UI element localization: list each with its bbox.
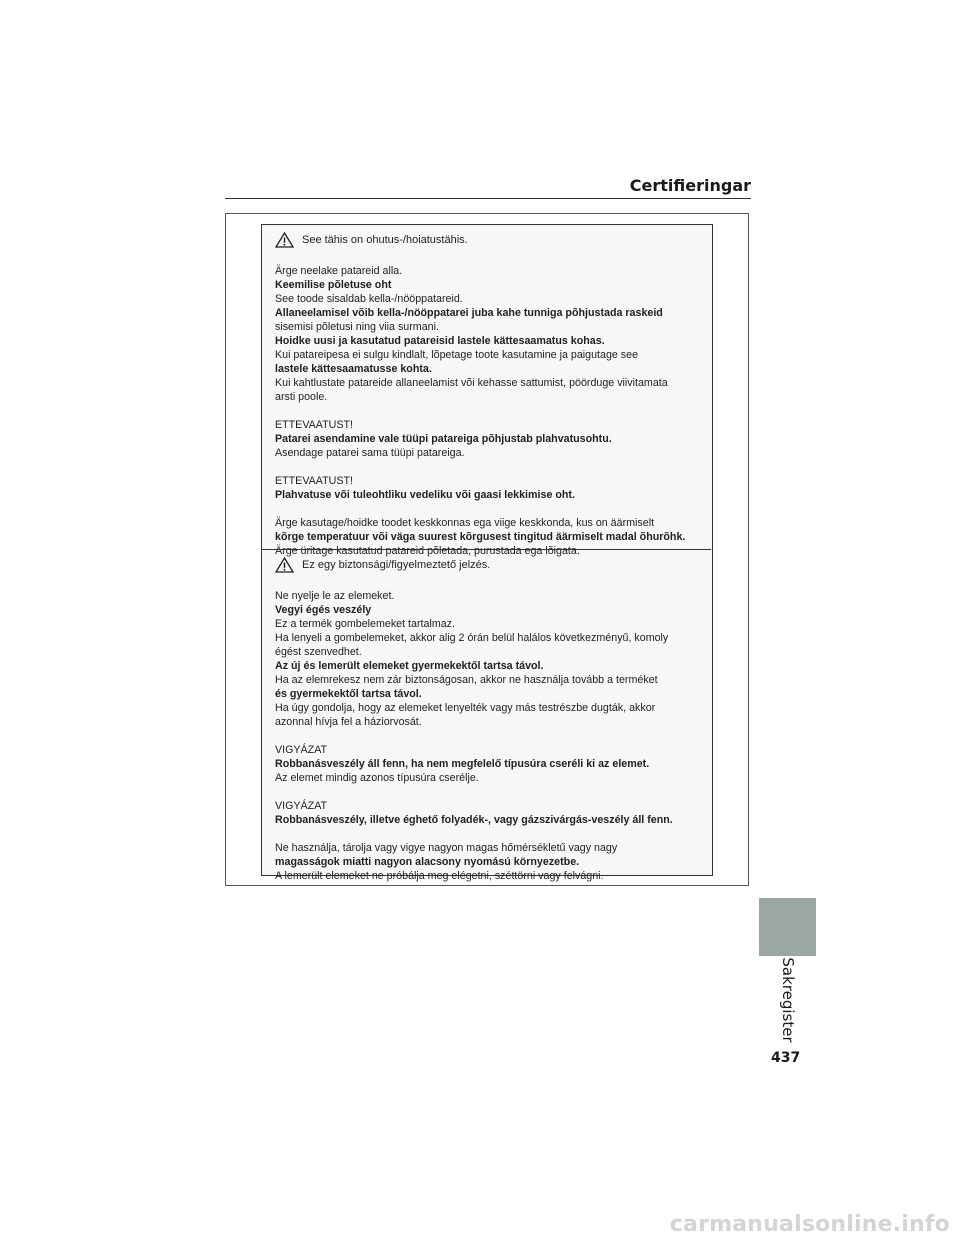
estonian-warning-heading bbox=[275, 231, 701, 249]
warning-text-line: sisemisi põletusi ning viia surmani. bbox=[275, 321, 439, 333]
warning-paragraph bbox=[275, 474, 701, 502]
warning-text-line: magasságok miatti nagyon alacsony nyomású környezetbe. bbox=[275, 856, 580, 868]
warning-text-line: Ärge üritage kasutatud patareid põletada, purustada ega lõigata. bbox=[275, 545, 580, 557]
warning-text-line: arsti poole. bbox=[275, 391, 328, 403]
warning-text-line: kõrge temperatuur või väga suurest kõrgusest tingitud äärmiselt madal õhurõhk. bbox=[275, 531, 686, 543]
section-index-tab[interactable] bbox=[759, 898, 816, 956]
section-index-label: Sakregister bbox=[779, 957, 797, 1043]
warning-text-line: Ne használja, tárolja vagy vigye nagyon magas hőmérsékletű vagy nagy bbox=[275, 842, 618, 854]
hungarian-warning-heading bbox=[275, 556, 701, 574]
source-watermark: carmanualsonline.info bbox=[669, 1212, 950, 1237]
warning-paragraph bbox=[275, 264, 701, 404]
warning-text-line: Ez a termék gombelemeket tartalmaz. bbox=[275, 618, 455, 630]
warning-text-line: ETTEVAATUST! bbox=[275, 419, 353, 431]
warning-text-line: VIGYÁZAT bbox=[275, 744, 328, 756]
warning-text-line: Keemilise põletuse oht bbox=[275, 279, 392, 291]
battery-warning-document bbox=[261, 224, 713, 882]
warning-text-line: Hoidke uusi ja kasutatud patareisid lastele kättesaamatus kohas. bbox=[275, 335, 605, 347]
warning-text-line: azonnal hívja fel a háziorvosát. bbox=[275, 716, 422, 728]
warning-text-line: A lemerült elemeket ne próbálja meg elégetni, széttörni vagy felvágni. bbox=[275, 870, 604, 882]
warning-text-line: Az elemet mindig azonos típusúra cserélje. bbox=[275, 772, 479, 784]
warning-text-line: Ha az elemrekesz nem zár biztonságosan, akkor ne használja tovább a terméket bbox=[275, 674, 658, 686]
hungarian-warning-panel bbox=[262, 549, 711, 882]
warning-text-line: Robbanásveszély áll fenn, ha nem megfelelő típusúra cseréli ki az elemet. bbox=[275, 758, 650, 770]
warning-text-line: See toode sisaldab kella-/nööppatareid. bbox=[275, 293, 463, 305]
warning-text-line: Ha úgy gondolja, hogy az elemeket lenyelték vagy más testrészbe dugták, akkor bbox=[275, 702, 656, 714]
warning-text-line: Ärge neelake patareid alla. bbox=[275, 265, 403, 277]
warning-text-line: lastele kättesaamatusse kohta. bbox=[275, 363, 432, 375]
warning-text-line: Kui kahtlustate patareide allaneelamist või kehasse sattumist, pöörduge viivitamata bbox=[275, 377, 668, 389]
warning-text-line: VIGYÁZAT bbox=[275, 800, 328, 812]
warning-text-line: Asendage patarei sama tüüpi patareiga. bbox=[275, 447, 465, 459]
warning-text-line: Ne nyelje le az elemeket. bbox=[275, 590, 395, 602]
header-divider bbox=[225, 198, 751, 199]
warning-triangle-icon bbox=[275, 232, 294, 248]
warning-text-line: Kui patareipesa ei sulgu kindlalt, lõpetage toote kasutamine ja paigutage see bbox=[275, 349, 639, 361]
page-section-title: Certifieringar bbox=[629, 176, 751, 195]
warning-text-line: ETTEVAATUST! bbox=[275, 475, 353, 487]
warning-text-line: Robbanásveszély, illetve éghető folyadék-, vagy gázszivárgás-veszély áll fenn. bbox=[275, 814, 673, 826]
warning-paragraph bbox=[275, 799, 701, 827]
estonian-warning-body bbox=[275, 264, 701, 558]
warning-paragraph bbox=[275, 589, 701, 729]
warning-text-line: Az új és lemerült elemeket gyermekektől tartsa távol. bbox=[275, 660, 544, 672]
warning-text-line: Patarei asendamine vale tüüpi patareiga põhjustab plahvatusohtu. bbox=[275, 433, 612, 445]
warning-text-line: égést szenvedhet. bbox=[275, 646, 362, 658]
warning-text-line: Vegyi égés veszély bbox=[275, 604, 372, 616]
warning-text-line: Allaneelamisel võib kella-/nööppatarei juba kahe tunniga põhjustada raskeid bbox=[275, 307, 663, 319]
warning-text-line: Ha lenyeli a gombelemeket, akkor alig 2 órán belül halálos következményű, komoly bbox=[275, 632, 669, 644]
hungarian-warning-body bbox=[275, 589, 701, 883]
warning-text-line: és gyermekektől tartsa távol. bbox=[275, 688, 422, 700]
page-number: 437 bbox=[771, 1050, 801, 1066]
warning-paragraph bbox=[275, 743, 701, 785]
estonian-warning-panel bbox=[262, 225, 711, 557]
hungarian-heading-text: Ez egy biztonsági/figyelmeztető jelzés. bbox=[302, 559, 491, 571]
estonian-heading-text: See tähis on ohutus-/hoiatustähis. bbox=[302, 234, 468, 246]
warning-text-line: Plahvatuse või tuleohtliku vedeliku või gaasi lekkimise oht. bbox=[275, 489, 575, 501]
warning-text-line: Ärge kasutage/hoidke toodet keskkonnas ega viige keskkonda, kus on äärmiselt bbox=[275, 517, 655, 529]
warning-triangle-icon bbox=[275, 557, 294, 573]
warning-paragraph bbox=[275, 418, 701, 460]
warning-paragraph bbox=[275, 841, 701, 883]
